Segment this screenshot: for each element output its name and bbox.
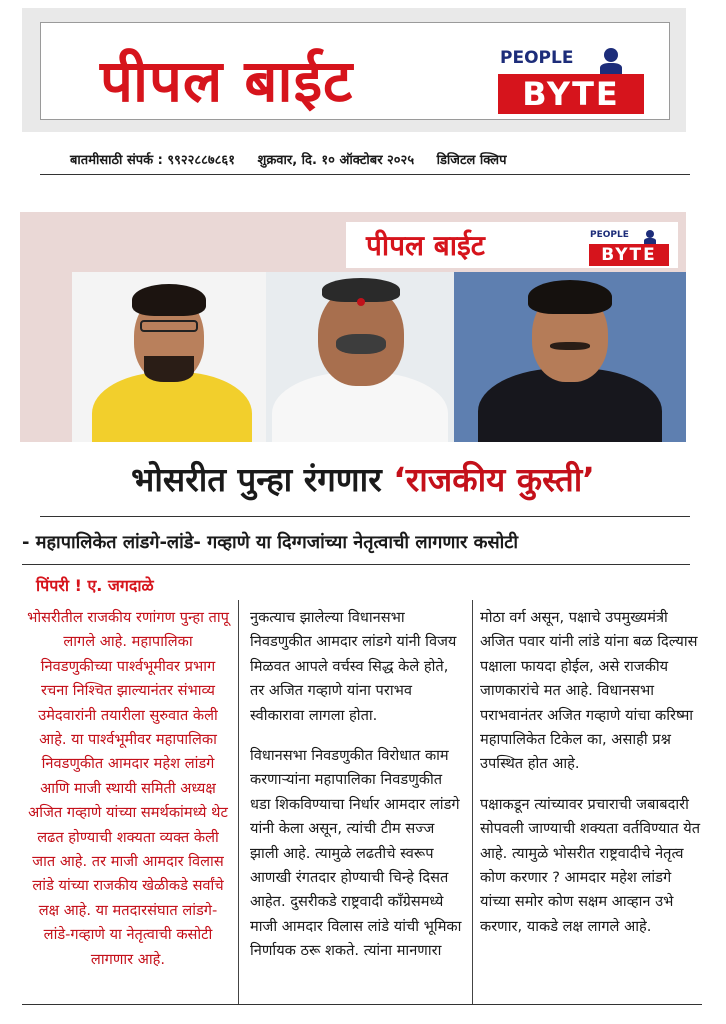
article-column-2 (250, 606, 464, 980)
dateline-rule (40, 174, 690, 175)
portrait-photo-center (266, 272, 454, 442)
person-icon (644, 230, 656, 245)
article-column-1 (26, 606, 230, 988)
people-byte-logo (496, 46, 646, 114)
footer-rule (22, 1004, 702, 1005)
banner-title: पीपल बाईट (366, 229, 485, 262)
masthead-title: पीपल बाईट (100, 47, 354, 115)
logo-byte-text: BYTE (589, 244, 669, 266)
paragraph: पक्षाकडून त्यांच्यावर प्रचाराची जबाबदारी सोपवली जाण्याची शक्यता वर्तविण्यात येत आहे. त्यामुळे भोसरीत राष्ट्रवादीचे नेतृत्व कोण करणार ? आमदार महेश लांडगे यांच्या समोर कोण सक्षम आव्हान उभे करणार, याकडे लक्ष लागले आहे. (480, 795, 701, 935)
publication-date: शुक्रवार, दि. १० ऑक्टोबर २०२५ (257, 153, 415, 168)
portrait-photo-right (454, 272, 686, 442)
people-byte-logo-small (588, 230, 670, 266)
edition-label: डिजिटल क्लिप (436, 153, 507, 168)
headline-rule (40, 516, 690, 517)
contact-number: बातमीसाठी संपर्क : ९९२२८८७८६१ (70, 153, 235, 168)
paragraph: मोठा वर्ग असून, पक्षाचे उपमुख्यमंत्री अजित पवार यांनी लांडे यांना बळ दिल्यास पक्षाला फायदा होईल, असे राजकीय जाणकारांचे मत आहे. विधानसभा पराभवानंतर अजित गव्हाणे यांचा करिष्मा महापालिकेत टिकेल का, असाही प्रश्न उपस्थित होत आहे. (480, 609, 698, 773)
byline: पिंपरी ! ए. जगदाळे (36, 576, 154, 595)
paragraph: नुकत्याच झालेल्या विधानसभा निवडणुकीत आमदार लांडगे यांनी विजय मिळवत आपले वर्चस्व सिद्ध केले होते, तर अजित गव्हाणे यांना पराभव स्वीकारावा लागला होता. (250, 609, 457, 724)
column-divider (472, 600, 473, 1004)
logo-people-text: PEOPLE (500, 48, 574, 68)
subheadline: - महापालिकेत लांडगे-लांडे- गव्हाणे या दिग्गजांच्या नेतृत्वाची लागणार कसोटी (22, 532, 519, 553)
article-column-3 (480, 606, 700, 955)
subhead-rule (22, 564, 690, 565)
paragraph: भोसरीतील राजकीय रणांगण पुन्हा तापू लागले आहे. महापालिका निवडणुकीच्या पार्श्वभूमीवर प्रभाग रचना निश्चित झाल्यानंतर संभाव्य उमेदवारांनी तयारीला सुरुवात केली आहे. या पार्श्वभूमीवर महापालिका निवडणुकीत आमदार महेश लांडगे आणि माजी स्थायी समिती अध्यक्ष अजित गव्हाणे यांच्या समर्थकांमध्ये थेट लढत होण्याची शक्यता व्यक्त केली जात आहे. तर माजी आमदार विलास लांडे यांच्या राजकीय खेळीकडे सर्वांचे लक्ष आहे. या मतदारसंघात लांडगे-लांडे-गव्हाणे या नेतृत्वाची कसोटी लागणार आहे. (27, 609, 229, 968)
portrait-photo-left (72, 272, 266, 442)
paragraph: विधानसभा निवडणुकीत विरोधात काम करणाऱ्यांना महापालिका निवडणुकीत धडा शिकविण्याचा निर्धार आमदार लांडगे यांनी केला असून, त्यांची टीम सज्ज झाली आहे. त्यामुळे लढतीचे स्वरूप आणखी रंगतदार होण्याची चिन्हे दिसत आहेत. दुसरीकडे राष्ट्रवादी काँग्रेसमध्ये माजी आमदार विलास लांडे यांची भूमिका निर्णायक ठरू शकते. त्यांना मानणारा (250, 747, 462, 960)
person-icon (600, 48, 622, 76)
headline (0, 456, 726, 501)
logo-byte-text: BYTE (498, 74, 644, 114)
headline-main: भोसरीत पुन्हा रंगणार (131, 460, 394, 499)
column-divider (238, 600, 239, 1004)
logo-people-text: PEOPLE (590, 230, 629, 240)
headline-accent: ‘राजकीय कुस्ती’ (393, 460, 595, 499)
dateline (70, 150, 690, 168)
